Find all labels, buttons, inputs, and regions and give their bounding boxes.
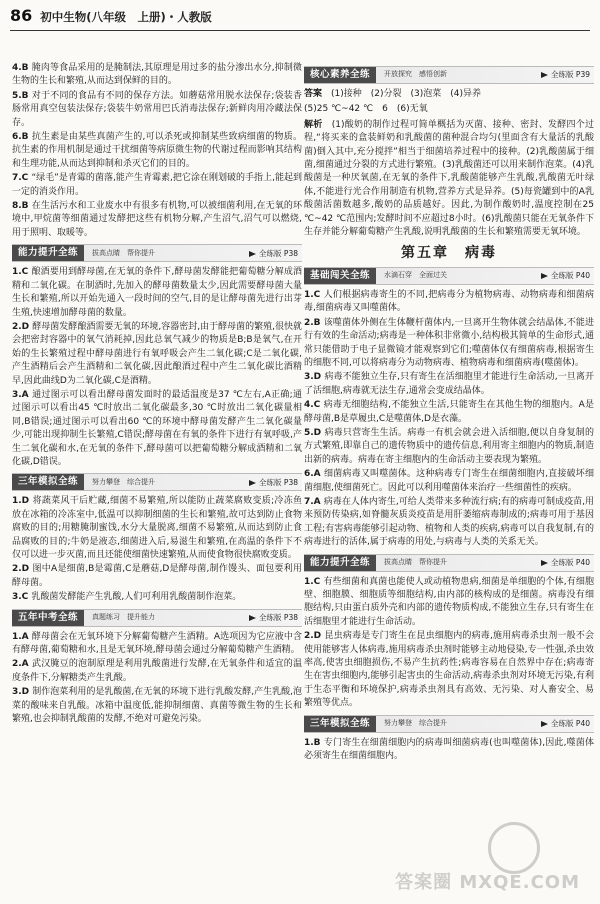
section-subtitle: 拔高点睛 帮你提升 <box>384 557 448 566</box>
section-subtitle: 努力攀登 综合提升 <box>92 477 156 486</box>
answer-id: 6.B <box>12 132 32 143</box>
section-subtitle: 水滴石穿 全面过关 <box>384 271 448 280</box>
section-basic <box>304 267 594 285</box>
section-subtitle: 开放探究 感悟创新 <box>384 70 448 79</box>
answer-id: 1.C <box>12 267 32 278</box>
answer-item: 1.A 酵母菌会在无氧环境下分解葡萄糖产生酒精。A选项因为它应液中含有酵母菌,葡萄糖和水,且是无氧环境,酵母菌会通过分解葡萄糖产生酒精。 <box>12 631 302 656</box>
section-tag: 能力提升全练 <box>12 245 84 261</box>
answer-id: 2.B <box>304 317 324 328</box>
answer-id: 1.D <box>12 496 33 507</box>
section-ability-2 <box>304 554 594 572</box>
arrow-icon <box>249 480 256 486</box>
section-subtitle: 拔高点睛 帮你提升 <box>92 248 156 257</box>
section-page-ref: 全练版 P38 <box>249 611 298 624</box>
answer-item: 1.C 人们根据病毒寄生的不同,把病毒分为植物病毒、动物病毒和细菌病毒,细菌病毒又叫噬菌体。 <box>304 289 594 314</box>
section-three-year <box>12 473 302 491</box>
answer-item: 8.B 在生活污水和工业废水中有很多有机物,可以被细菌利用,在无氧的环境中,甲烷菌等细菌通过发酵把这些有机物分解,产生沼气,沼气可以燃烧,用于照明、取暖等。 <box>12 201 302 238</box>
answer-item: 7.A 病毒在人体内寄生,可给人类带来多种流行病;有的病毒可制成疫苗,用来预防传染病,如脊髓灰质炎疫苗是用肝萎缩病毒制成的;病毒可用于基因工程;有害病毒能够引起动物、植物和人类的疾病,病毒可以自我复制,有的病毒进行的活体,属于病毒的用处,与病毒与人类的关系无关。 <box>304 496 594 548</box>
answer-item: 7.C “绿毛”是青霉的菌落,能产生青霉素,把它涂在刚划破的手指上,能起到一定的消炎作用。 <box>12 173 302 197</box>
answer-id: 3.D <box>304 372 325 383</box>
section-tag: 五年中考全练 <box>12 610 84 626</box>
answer-id: 8.B <box>12 201 32 212</box>
answer-id: 5.B <box>12 90 32 101</box>
answer-item: 4.C 病毒无细胞结构,不能独立生活,只能寄生在其他生物的细胞内。A是酵母菌,B是草履虫,C是噬菌体,D是衣藻。 <box>304 400 594 424</box>
answer-label: 答案 <box>304 89 332 99</box>
answer-item: 1.B 专门寄生在细菌细胞内的病毒叫细菌病毒(也叫噬菌体),因此,噬菌体必须寄生在细菌细胞内。 <box>304 737 594 762</box>
answer-id: 3.D <box>12 687 33 698</box>
answer-id: 3.C <box>12 592 32 603</box>
answer-item: 3.C 乳酸菌发酵能产生乳酸,人们可利用乳酸菌制作泡菜。 <box>12 592 242 603</box>
watermark-seal <box>488 822 540 874</box>
answer-item: 3.A 通过图示可以看出酵母菌发面时的最适温度是37 ℃左右,A正确;通过图示可以看出45 ℃时放出二氧化碳最多,30 ℃时放出二氧化碳量相同,B错误;通过图示可以看出60 ℃的环境中酵母菌发酵产生二氧化碳量少,可能出现抑制生长繁殖,C错误;酵母菌在有氧的条件下进行有氧呼吸,产生二氧化碳和水,在无氧的条件下,酵母菌可以把葡萄糖分解成酒精和二氧化碳,D错误。 <box>12 389 302 467</box>
answer-item: 3.D 制作泡菜利用的是乳酸菌,在无氧的环境下进行乳酸发酵,产生乳酸,泡菜的酸味来自乳酸。冰箱中温度低,能抑制细菌、真菌等微生物的生长和繁殖,也会抑制乳酸菌的发酵,不绝对可避免污染。 <box>12 687 302 725</box>
answer-item: 4.B 腌肉等食品采用的是腌制法,其原理是用过多的盐分渗出水分,抑制微生物的生长和繁殖,从而达到保鲜的目的。 <box>12 63 302 87</box>
answer-id: 6.A <box>304 469 324 480</box>
answer-item: 2.B 该噬菌体外侧在生体鞭杆菌体内,一旦离开生物体就会结晶体,不能进行有效的生命活动;病毒是一种体积非常微小,结构极其简单的生命形式,通常只能借助于电子显微镜才能观察到它们;噬菌体仅有细菌病毒,根据寄生的细胞不同,可以将病毒分为动物病毒、植物病毒和细菌病毒(噬菌体)。 <box>304 317 594 368</box>
answer-id: 4.B <box>12 63 32 73</box>
answer-item: 2.D 酵母菌发酵酿酒需要无氧的环境,容器密封,由于酵母菌的繁殖,很快就会把密封容器中的氧气消耗掉,因此总氧气减少的物质是B;B是氧气,在开始的生长繁殖过程中酵母菌进行有氧呼吸会产生二氧化碳;C是二氧化碳,产生酒精后会产生酒精和二氧化碳,因此酿酒过程中产生二氧化碳比酒精早,因此曲线D为二氧化碳,C是酒精。 <box>12 321 302 386</box>
section-page-ref: 全练版 P38 <box>249 247 298 260</box>
answer-line: 答案 (1)接种 (2)分裂 (3)泡菜 (4)异养 <box>304 89 482 99</box>
answer-item: 2.A 武汉腌豆的泡制原理是利用乳酸菌进行发酵,在无氧条件和适宜的温度条件下,分解糖类产生乳酸。 <box>12 659 302 683</box>
answer-id: 2.D <box>12 564 33 575</box>
answer-id: 2.D <box>304 631 325 642</box>
arrow-icon <box>541 560 548 566</box>
section-page-ref: 全练版 P40 <box>541 717 590 730</box>
section-tag: 核心素养全练 <box>304 67 376 83</box>
section-page-ref: 全练版 P40 <box>541 269 590 282</box>
answer-id: 3.A <box>12 389 33 400</box>
answer-line-2: (5)25 ℃~42 ℃ 6 (6)无氧 <box>304 104 428 115</box>
section-page-ref: 全练版 P39 <box>541 68 590 81</box>
analysis-label: 解析 <box>304 119 332 130</box>
left-column <box>12 62 302 727</box>
section-page-ref: 全练版 P40 <box>541 556 590 569</box>
arrow-icon <box>541 721 548 727</box>
answer-item: 6.A 细菌病毒又叫噬菌体。这种病毒专门寄生在细菌细胞内,直接破坏细菌细胞,使细菌死亡。因此可以利用噬菌体来治疗一些细菌性的疾病。 <box>304 469 594 493</box>
book-title: 初中生物(八年级 上册)・人教版 <box>40 10 212 24</box>
answer-id: 7.A <box>304 496 324 507</box>
answer-id: 4.C <box>304 400 324 411</box>
section-three-year-2 <box>304 715 594 733</box>
section-tag: 三年模拟全练 <box>304 716 376 732</box>
answer-item: 3.D 病毒不能独立生存,只有寄生在活细胞里才能进行生命活动,一旦离开了活细胞,病毒就无法生存,通常会变成结晶体。 <box>304 372 594 396</box>
answer-item: 1.D 将蔬菜风干后贮藏,细菌不易繁殖,所以能防止蔬菜腐败变质;冷冻鱼放在冰箱的冷冻室中,低温可以抑制细菌的生长和繁殖,故可达到防止食物腐败的目的;用糖腌制蜜饯,水分大量脱离,细菌不易繁殖,从而达到防止食品腐败的目的;牛奶是液态,细菌进入后,易滋生和繁殖,在高温的条件下不仅可以进一步灭菌,而且还能使细菌快速繁殖,从而使食物很快腐败变质。 <box>12 496 302 560</box>
section-ability <box>12 244 302 262</box>
answer-item: 6.B 抗生素是由某些真菌产生的,可以杀死或抑制某些致病细菌的物质。抗生素的作用机制是通过干扰细菌等病原微生物的代谢过程而影响其结构和生理功能,从而达到抑制和杀灭它们的目的。 <box>12 132 302 169</box>
analysis: 解析 (1)酸奶的制作过程可简单概括为灭菌、接种、密封、发酵四个过程,“将买来的盒装鲜奶和乳酸菌的菌种混合均匀(里面含有大量活的乳酸菌)倒入其中,充分搅拌”相当于细菌培养过程中的接种。(2)乳酸菌属于细菌,细菌通过分裂的方式进行繁殖。(3)乳酸菌还可以用来制作泡菜。(4)乳酸菌是一种厌氧菌,在无氧的条件下,乳酸菌能够产生乳酸,乳酸菌无叶绿体,不能进行光合作用制造有机物,营养方式是异养。(5)每瓷罐到中的A乳酸菌活菌数越多,酸奶的品质越好。因此,为制作酸奶时,温度控制在25 ℃~42 ℃范围内;发酵时间不应超过8小时。(6)乳酸菌只能在无氧条件下生存并能分解葡萄糖产生乳酸,说明乳酸菌的生长和繁殖需要无氧环境。 <box>304 119 594 238</box>
answer-item: 1.C 有些细菌和真菌也能使人或动植物患病,细菌是单细胞的个体,有细胞壁、细胞膜、细胞质等细胞结构,由内部的核构成的是细菌。病毒没有细胞结构,只由蛋白质外壳和内部的遗传物质构成,不能独立生存,只有寄生在活细胞里才能进行生命活动。 <box>304 576 594 627</box>
section-subtitle: 努力攀登 综合提升 <box>384 718 448 727</box>
answer-item: 1.C 酿酒要用到酵母菌,在无氧的条件下,酵母菌发酵能把葡萄糖分解成酒精和二氧化碳。在制酒时,先加入的酵母菌数量太少,因此需要酵母菌大量生长和繁殖,所以开始先通入一段时间的空气,目的是让酵母菌先进行出芽生殖,快速增加酵母菌的数量。 <box>12 267 302 318</box>
answer-id: 2.A <box>12 659 32 670</box>
section-core <box>304 66 594 84</box>
page-number: 86 <box>10 6 33 25</box>
section-page-ref: 全练版 P38 <box>249 476 298 489</box>
answer-item: 5.D 病毒只营寄生生活。病毒一有机会就会进入活细胞,便以自身复制的方式繁殖,即靠自己的遗传物质中的遗传信息,利用寄主细胞内的物质,制造出新的病毒。病毒在寄主细胞内的生命活动主要表现为繁殖。 <box>304 427 594 465</box>
section-five-year <box>12 609 302 627</box>
answer-id: 1.C <box>304 289 324 300</box>
answer-item: 2.D 图中A是细菌,B是霉菌,C是蘑菇,D是酵母菌,制作馒头、面包要利用酵母菌。 <box>12 564 302 588</box>
arrow-icon <box>541 273 548 279</box>
answer-item: 2.D 昆虫病毒是专门寄生在昆虫细胞内的病毒,施用病毒杀虫剂一般不会使用能够害人体病毒,施用病毒杀虫剂时能够主动地侵染,专一性强,杀虫效率高,使害虫细胞损伤,不易产生抗药性;病毒容易在自然界中存在;病毒寄生在害虫细胞内,能够引起害虫的生命活动,病毒杀虫剂对环境无污染,有利于生态平衡和环境保护,病毒杀虫剂具有高效、无污染、对人畜安全、易繁殖等优点。 <box>304 631 594 709</box>
answer-id: 1.B <box>304 737 324 748</box>
chapter-title: 第五章 病毒 <box>401 245 497 262</box>
answer-id: 2.D <box>12 321 33 332</box>
section-tag: 能力提升全练 <box>304 555 376 571</box>
arrow-icon <box>249 615 256 621</box>
section-tag: 基础闯关全练 <box>304 268 376 284</box>
answer-id: 7.C <box>12 173 32 184</box>
section-subtitle: 真题练习 提升能力 <box>92 612 156 621</box>
watermark: 答案圈 MXQE.COM <box>395 872 580 893</box>
header-rule <box>10 30 590 31</box>
answer-id: 1.C <box>304 576 324 587</box>
arrow-icon <box>249 251 256 257</box>
right-column <box>304 62 594 764</box>
section-tag: 三年模拟全练 <box>12 474 84 490</box>
answer-item: 5.B 对于不同的食品有不同的保存方法。如蘑菇常用脱水法保存;袋装香肠常用真空包装法保存;袋装牛奶常用巴氏消毒法保存;新鲜肉用冷藏法保存。 <box>12 90 302 128</box>
answer-id: 1.A <box>12 631 32 642</box>
page-header <box>10 6 590 30</box>
arrow-icon <box>541 72 548 78</box>
answer-id: 5.D <box>304 427 325 438</box>
